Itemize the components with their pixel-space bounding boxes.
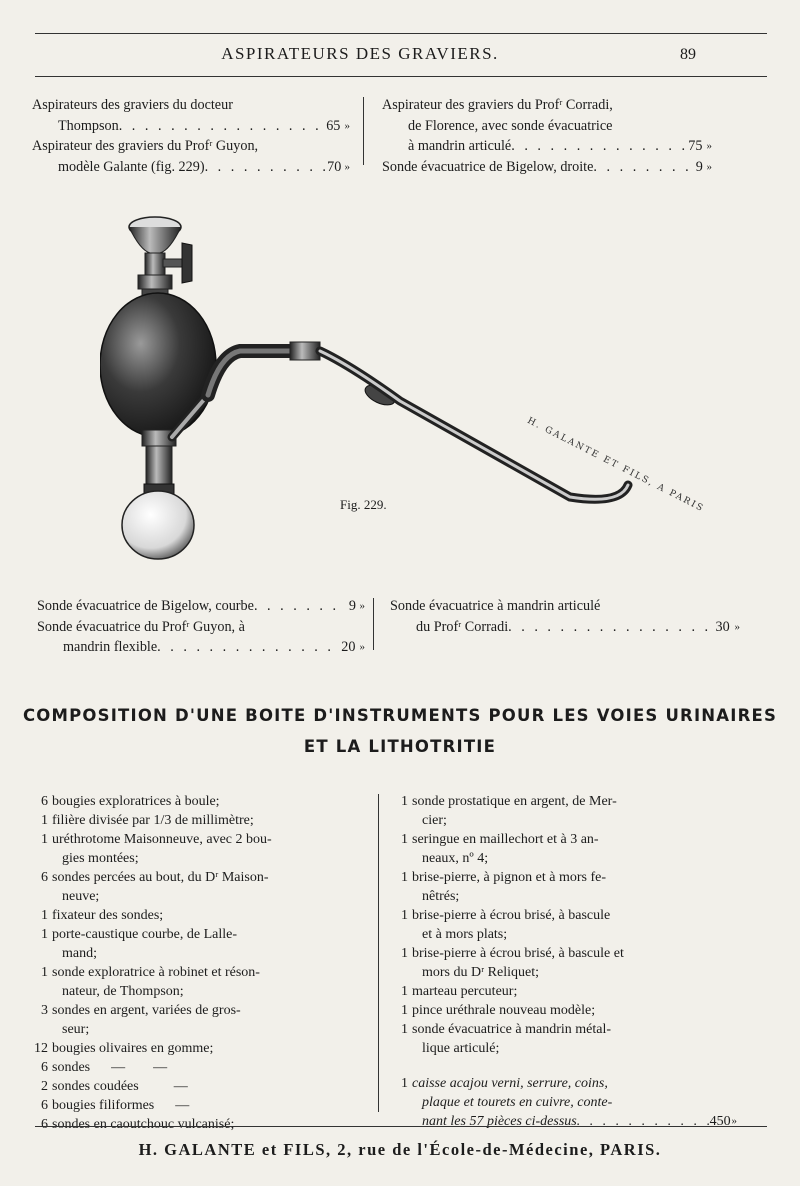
price-column-top-left [32,95,350,177]
figure-caption: Fig. 229. [340,497,387,512]
list-item: 6 bougies filiformes — [41,1098,190,1113]
item-name: mandrin flexible [63,639,158,655]
list-item: 1 sonde évacuatrice à mandrin métal- lique articulé; [401,1022,612,1056]
price-entry: Aspirateur des graviers du Profʳ Corradi, de Florence, avec sonde évacuatrice à mandrin articulé . . . 75 » [382,95,712,157]
list-item: 1 brise-pierre, à pignon et à mors fe- nêtrés; [401,870,606,904]
item-price: 9 [695,158,703,175]
running-header: ASPIRATEURS DES GRAVIERS. [221,44,499,63]
list-item: 1 porte-caustique courbe, de Lalle- mand; [41,927,238,961]
list-item: 1 filière divisée par 1/3 de millimètre; [41,813,254,828]
footer-rule [35,1126,767,1127]
price-entry: Sonde évacuatrice du Profʳ Guyon, à mandrin flexible . . . 20 » [37,617,365,658]
list-item: 1 pince uréthrale nouveau modèle; [401,1003,596,1018]
item-price: 30 [715,618,730,635]
item-name: à mandrin articulé [408,138,512,154]
engraved-maker-mark: H. GALANTE ET FILS, A PARIS [525,416,706,515]
list-item: 1 brise-pierre à écrou brisé, à bascule et à mors plats; [401,908,611,942]
item-price: 9 [348,598,356,614]
price-entry: Aspirateurs des graviers du docteur Thompson . . . 65 » [32,95,350,136]
contents-list-left [32,792,362,1134]
list-item: 1 sonde prostatique en argent, de Mer- cier; [401,794,617,828]
list-item: 1 brise-pierre à écrou brisé, à bascule et mors du Dʳ Reliquet; [401,946,624,980]
item-price: 70 [327,158,342,175]
column-divider [373,598,374,650]
item-price: 20 [341,639,356,655]
list-item: 1 fixateur des sondes; [41,908,164,923]
price-entry: Sonde évacuatrice de Bigelow, droite . . . 9 » [382,157,712,178]
list-item: 6 bougies exploratrices à boule; [41,794,220,809]
item-name: nant les 57 pièces ci-dessus [422,1114,577,1129]
item-name: Thompson [58,117,119,134]
list-item: 12 bougies olivaires en gomme; [34,1041,214,1056]
list-item: 1 seringue en maillechort et à 3 an- neaux, nº 4; [401,832,599,866]
section-heading-line1: COMPOSITION D'UNE BOITE D'INSTRUMENTS POUR LES VOIES URINAIRES [22,706,778,725]
list-item: 1 uréthrotome Maisonneuve, avec 2 bou- gies montées; [41,832,272,866]
price-entry: Aspirateur des graviers du Profʳ Guyon, modèle Galante (fig. 229) . . . 70 » [32,136,350,177]
column-divider [378,794,379,1112]
price-entry: Sonde évacuatrice à mandrin articulé du Profʳ Corradi . . . 30 » [390,596,740,637]
list-item-case: 1 caisse acajou verni, serrure, coins, plaque et tourets en cuivre, conte- nant les 57 pièces ci-dessus . . . 450 » [392,1074,737,1131]
list-item: 3 sondes en argent, variées de gros- seur; [41,1003,241,1037]
item-price: 75 [688,138,703,154]
price-column-mid-right [390,596,740,637]
list-item: 6 sondes en caoutchouc vulcanisé; [41,1117,235,1132]
page-number: 89 [680,46,696,63]
list-item: 2 sondes coudées — [41,1079,188,1094]
header-rule [35,76,767,77]
aspirator-illustration [100,205,660,575]
contents-list-right [392,792,737,1131]
list-item: 1 sonde exploratrice à robinet et réson- nateur, de Thompson; [41,965,260,999]
item-name: du Profʳ Corradi [416,618,509,635]
column-divider [363,97,364,165]
price-column-mid-left [37,596,365,658]
item-name: Sonde évacuatrice de Bigelow, courbe [37,598,254,614]
item-name: modèle Galante (fig. 229) [58,158,205,175]
item-price: 450 [709,1114,731,1129]
publisher-footer: H. GALANTE et FILS, 2, rue de l'École-de-Médecine, PARIS. [138,1140,662,1159]
price-column-top-right [382,95,712,177]
top-rule [35,33,767,34]
list-item: 6 sondes — — [41,1060,168,1075]
item-name: Sonde évacuatrice de Bigelow, droite [382,158,594,175]
item-price: 65 [326,117,341,134]
list-item: 1 marteau percuteur; [401,984,518,999]
price-entry: Sonde évacuatrice de Bigelow, courbe . . . 9 » [37,596,365,617]
section-heading-line2: ET LA LITHOTRITIE [303,737,497,756]
list-item: 6 sondes percées au bout, du Dʳ Maison- neuve; [41,870,269,904]
